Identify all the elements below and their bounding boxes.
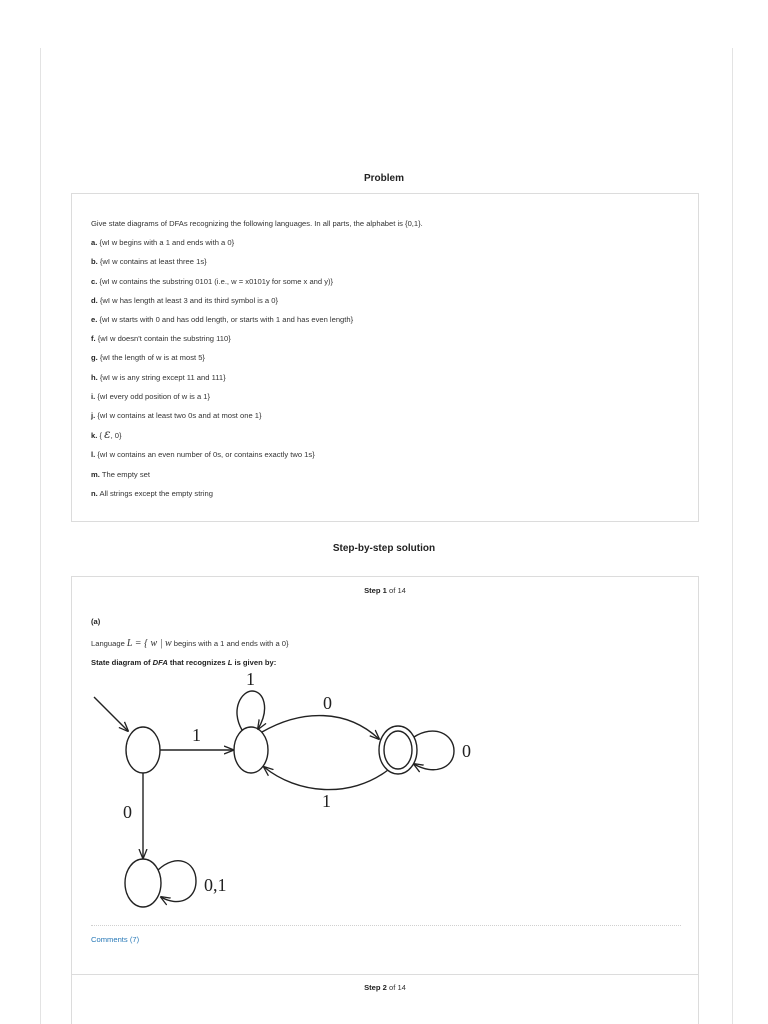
solution-title: Step-by-step solution	[332, 543, 436, 554]
label-q2-loop: 0	[462, 741, 471, 761]
label-dead-loop: 0,1	[204, 875, 227, 895]
edge-q1-q2	[262, 716, 379, 739]
diagram-heading: State diagram of DFA that recognizes L is given by:	[91, 658, 277, 667]
problem-item-b: b. {wI w contains at least three 1s}	[91, 257, 207, 267]
problem-item-n: n. All strings except the empty string	[91, 488, 213, 498]
comments-divider	[91, 925, 681, 926]
problem-title: Problem	[363, 173, 404, 184]
state-dead	[125, 859, 161, 907]
language-definition: Language L = { w | w begins with a 1 and ends with a 0}	[91, 638, 289, 649]
state-q2-accept-inner	[384, 731, 412, 769]
problem-item-e: e. {wI w starts with 0 and has odd length, or starts with 1 and has even length}	[91, 315, 354, 325]
epsilon-symbol: ε	[104, 427, 111, 442]
step-1-header: Step 1 of 14	[364, 586, 406, 595]
loop-q1	[237, 691, 265, 730]
label-q1-q2: 0	[323, 693, 332, 713]
problem-intro: Give state diagrams of DFAs recognizing the following languages. In all parts, the alphabet is {0,1}.	[91, 219, 423, 228]
problem-item-h: h. {wI w is any string except 11 and 111}	[91, 372, 226, 382]
part-label: (a)	[91, 617, 101, 626]
label-q0-dead: 0	[123, 802, 132, 822]
label-q1-loop: 1	[246, 669, 255, 689]
problem-item-d: d. {wI w has length at least 3 and its third symbol is a 0}	[91, 295, 278, 305]
problem-item-g: g. {wI the length of w is at most 5}	[91, 353, 205, 363]
problem-item-i: i. {wI every odd position of w is a 1}	[91, 391, 211, 401]
loop-dead	[158, 861, 196, 902]
dfa-state-diagram	[92, 669, 492, 914]
problem-item-f: f. {wI w doesn't contain the substring 110}	[91, 334, 231, 344]
step-2-header: Step 2 of 14	[364, 983, 406, 992]
state-q0	[126, 727, 160, 773]
problem-item-m: m. The empty set	[91, 469, 150, 479]
solution-box	[71, 576, 699, 1024]
problem-item-l: l. {wI w contains an even number of 0s, or contains exactly two 1s}	[91, 450, 315, 460]
problem-item-k: k. { ε, 0}	[91, 427, 122, 442]
problem-item-a: a. {wI w begins with a 1 and ends with a 0}	[91, 238, 235, 248]
language-math: L = { w | w	[126, 638, 172, 649]
start-arrow	[94, 697, 128, 731]
problem-item-c: c. {wI w contains the substring 0101 (i.e., w = x0101y for some x and y)}	[91, 276, 334, 286]
problem-box	[71, 193, 699, 522]
label-q2-q1: 1	[322, 791, 331, 811]
problem-item-j: j. {wI w contains at least two 0s and at most one 1}	[91, 411, 262, 421]
label-q0-q1: 1	[192, 725, 201, 745]
state-q1	[234, 727, 268, 773]
loop-q2	[414, 731, 454, 770]
comments-link[interactable]: Comments (7)	[91, 935, 140, 944]
step-separator	[72, 974, 698, 975]
edge-q2-q1	[264, 767, 388, 790]
problem-content	[91, 214, 681, 503]
